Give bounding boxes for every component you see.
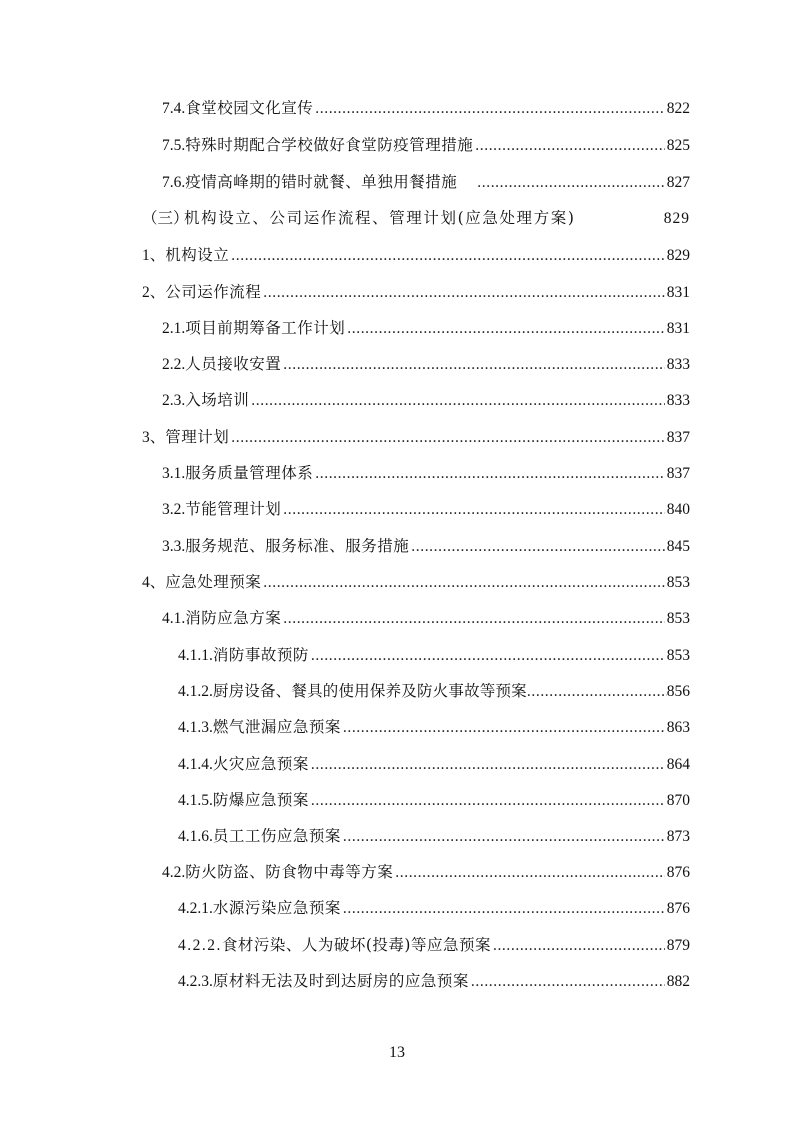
toc-leader-dots [263,279,664,307]
toc-title: 防火防盗、防食物中毒等方案 [185,863,394,881]
toc-title: 燃气泄漏应急预案 [212,718,341,736]
toc-title: 机构设立 [165,246,230,264]
toc-title: 项目前期筹备工作计划 [185,319,346,337]
toc-entry[interactable] [162,386,690,414]
toc-page-number: 879 [666,937,690,954]
toc-page-number: 864 [666,756,690,773]
toc-page-number: 831 [666,320,690,337]
toc-title: 服务规范、服务标准、服务措施 [185,537,410,555]
toc-entry[interactable] [162,858,690,886]
toc-page-number: 822 [666,100,690,117]
toc-page-number: 876 [666,864,690,881]
toc-page-number: 837 [666,465,690,482]
toc-entry[interactable] [178,677,690,705]
toc-title: 食材污染、人为破坏(投毒)等应急预案 [221,936,491,954]
toc-number: 3.3. [162,538,186,555]
toc-leader-dots [283,496,664,524]
toc-number: 7.4. [162,100,186,117]
toc-page-number: 870 [666,792,690,809]
toc-number: 4、 [142,574,166,591]
toc-number: 2.2. [162,356,186,373]
toc-leader-dots [315,460,664,488]
toc-leader-dots [283,351,664,379]
toc-page-number: 873 [666,828,690,845]
toc-entry[interactable] [162,350,690,378]
toc-number: 7.5. [162,137,186,154]
toc-title: 火灾应急预案 [212,755,309,773]
toc-number: 3.2. [162,501,186,518]
toc-number: 4.2. [162,864,186,881]
toc-leader-dots [347,315,664,343]
toc-entry[interactable] [162,604,690,632]
toc-number: 2、 [142,284,166,301]
toc-number: 4.2.1. [178,900,213,917]
toc-number: 4.1.4. [178,756,213,773]
toc-entry[interactable] [142,423,690,451]
toc-entry[interactable] [162,495,690,523]
toc-leader-dots [477,169,664,197]
toc-leader-dots [311,751,665,779]
toc-leader-dots [411,533,664,561]
toc-title: 消防应急方案 [185,609,282,627]
toc-entry[interactable] [162,459,690,487]
toc-leader-dots [343,895,665,923]
toc-number: 2.1. [162,320,186,337]
toc-leader-dots [343,714,665,742]
toc-leader-dots [231,424,664,452]
toc-title: 入场培训 [185,391,250,409]
toc-page-number: 829 [666,247,690,264]
toc-page-number: 853 [666,574,690,591]
toc-leader-dots [311,642,665,670]
toc-leader-dots [493,932,665,960]
toc-number: 4.2.2. [178,937,222,954]
toc-number: 2.3. [162,392,186,409]
toc-entry[interactable] [162,314,690,342]
toc-page-number: 882 [666,973,690,990]
toc-leader-dots [471,968,665,996]
toc-number: 3、 [142,429,166,446]
toc-page-number: 840 [666,501,690,518]
toc-page-number: 863 [666,719,690,736]
toc-entry[interactable] [178,750,690,778]
toc-page-number: 833 [666,392,690,409]
toc-title: 水源污染应急预案 [212,899,341,917]
toc-title: 机构设立、公司运作流程、管理计划(应急处理方案) [184,209,576,227]
toc-entry[interactable] [178,786,690,814]
toc-title: 特殊时期配合学校做好食堂防疫管理措施 [185,136,474,154]
toc-title: 公司运作流程 [165,283,262,301]
toc-number: （三） [142,210,189,227]
toc-entry[interactable] [142,241,690,269]
toc-number: 4.2.3. [178,973,213,990]
toc-leader-dots [395,859,664,887]
toc-leader-dots [343,823,665,851]
toc-page-number: 876 [666,900,690,917]
toc-entry[interactable] [162,131,690,159]
toc-page-number: 833 [666,356,690,373]
toc-leader-dots [311,787,665,815]
toc-page-number: 825 [666,137,690,154]
toc-page-number: 853 [666,647,690,664]
toc-page-number: 853 [666,610,690,627]
toc-page-number: 827 [666,174,690,191]
toc-page-number: 845 [666,538,690,555]
toc-number: 4.1.3. [178,719,213,736]
toc-number: 1、 [142,247,166,264]
toc-number: 4.1. [162,610,186,627]
toc-entry[interactable] [142,568,690,596]
toc-title: 防爆应急预案 [212,791,309,809]
toc-number: 4.1.1. [178,647,213,664]
toc-title: 管理计划 [165,428,230,446]
toc-leader-dots [527,678,667,706]
toc-page-number: 837 [666,429,690,446]
toc-entry[interactable] [178,931,690,959]
toc-entry[interactable] [142,204,690,232]
toc-leader-dots [251,387,664,415]
toc-entry[interactable] [178,713,690,741]
toc-title: 消防事故预防 [212,646,309,664]
toc-title: 食堂校园文化宣传 [185,99,314,117]
toc-leader-dots [315,95,664,123]
toc-entry[interactable] [178,894,690,922]
toc-title: 人员接收安置 [185,355,282,373]
toc-title: 员工工伤应急预案 [212,827,341,845]
toc-page-number: 829 [663,210,690,227]
page-footer-number: 13 [389,1044,405,1061]
toc-leader-dots [263,569,664,597]
toc-title: 原材料无法及时到达厨房的应急预案 [212,972,469,990]
toc-title: 厨房设备、餐具的使用保养及防火事故等预案 [212,682,527,700]
toc-number: 4.1.6. [178,828,213,845]
toc-entry[interactable] [178,641,690,669]
toc-leader-dots [231,242,664,270]
toc-entry[interactable] [142,278,690,306]
toc-number: 3.1. [162,465,186,482]
toc-leader-dots [283,605,664,633]
toc-entry[interactable] [178,967,690,995]
toc-title: 节能管理计划 [185,500,282,518]
toc-entry[interactable] [162,168,690,196]
toc-title: 服务质量管理体系 [185,464,314,482]
toc-title: 疫情高峰期的错时就餐、单独用餐措施 [185,173,458,191]
toc-number: 7.6. [162,174,186,191]
toc-title: 应急处理预案 [165,573,262,591]
toc-entry[interactable] [178,822,690,850]
toc-entry[interactable] [162,94,690,122]
toc-page-number: 831 [666,284,690,301]
toc-page-number: 856 [666,683,690,700]
toc-leader-dots [475,132,664,160]
toc-number: 4.1.2. [178,683,213,700]
toc-number: 4.1.5. [178,792,213,809]
toc-entry[interactable] [162,532,690,560]
